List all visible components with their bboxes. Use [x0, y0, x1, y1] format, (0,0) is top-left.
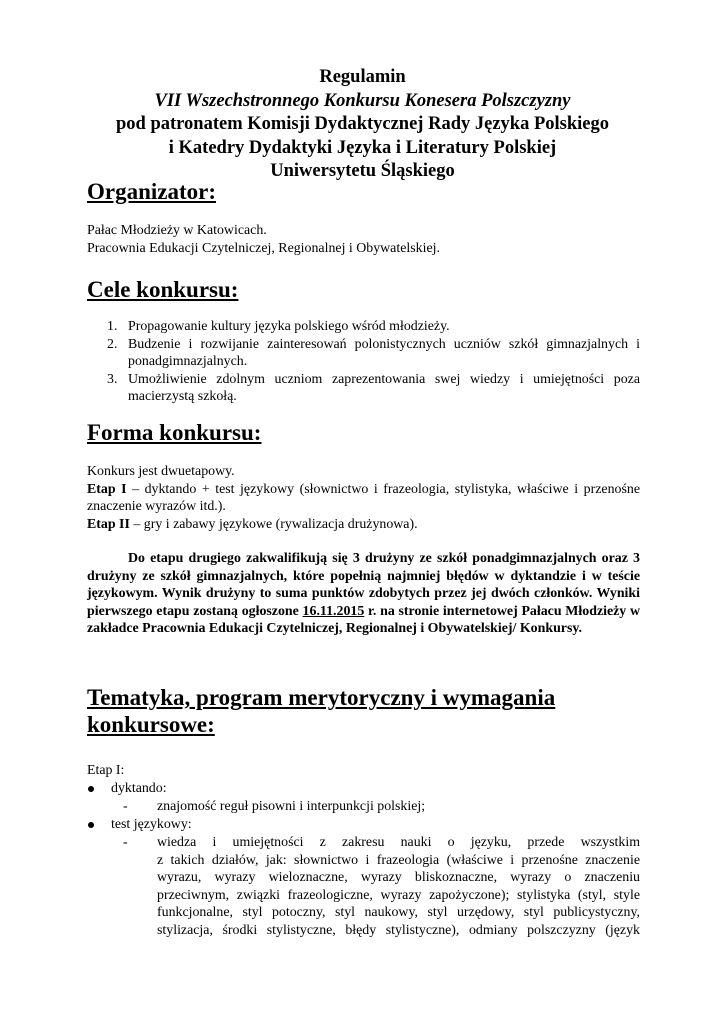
list-item: [87, 371, 640, 406]
form-intro: Konkurs jest dwuetapowy.: [87, 464, 235, 479]
bullet-text: test językowy:: [111, 817, 192, 832]
title-regulamin: Regulamin: [319, 67, 406, 87]
goals-list: [87, 318, 640, 406]
heading-form: Forma konkursu:: [87, 420, 262, 445]
organizer-line-1: Pałac Młodzieży w Katowicach.: [87, 223, 267, 238]
list-item-text: Umożliwienie zdolnym uczniom zaprezentowania swej wiedzy i umiejętności poza macierzystą szkołą.: [128, 371, 640, 404]
stage-1-label: Etap I: [87, 481, 127, 497]
qualification-text-start: Do etapu drugiego zakwalifikują się 3 drużyny ze szkół ponadgimnazjalnych oraz 3 drużyny ze szkół gimnazjalnych, które popełnią najmniej błędów w dyktandzie i w teście językowym. Wynik drużyny to suma punktów zdobytych przez jej dwóch członków. Wyniki pierwszego etapu zostaną ogłoszone: [87, 551, 640, 619]
organizer-text: [87, 222, 640, 257]
form-stage-2: [87, 516, 640, 534]
heading-program: Tematyka, program merytoryczny i wymagania konkursowe:: [87, 685, 556, 737]
list-item-number: 1.: [107, 319, 118, 334]
dash-text-line: z takich działów, jak: słownictwo i frazeologia (właściwe i przenośne znaczenie: [157, 852, 640, 868]
dash-icon: -: [123, 835, 128, 850]
title-department: i Katedry Dydaktyki Języka i Literatury Polskiej: [168, 137, 557, 158]
heading-goals: Cele konkursu:: [87, 277, 239, 302]
stage-1-label-text: Etap I:: [87, 763, 125, 778]
list-item-text: Propagowanie kultury języka polskiego wśród młodzieży.: [128, 319, 450, 334]
dash-text: [157, 834, 640, 939]
dash-text-line: wyrazu, wyrazy wieloznaczne, wyrazy bliskoznaczne, wyrazy o znaczeniu: [157, 870, 640, 885]
list-item: [87, 336, 640, 371]
title-contest-name: VII Wszechstronnego Konkursu Konesera Polszczyzny: [154, 90, 571, 111]
dash-text-line: wiedza i umiejętności z zakresu nauki o języku, przede wszystkim: [157, 835, 640, 850]
list-item: [87, 318, 640, 336]
dash-text-line: przeciwnym, związki frazeologiczne, wyrazy zapożyczone); stylistyka (styl, style: [157, 887, 640, 903]
qualification-paragraph: [87, 550, 640, 638]
list-item-text: Budzenie i rozwijanie zainteresowań polonistycznych uczniów szkół gimnazjalnych i ponadgimnazjalnych.: [128, 336, 640, 369]
heading-organizer: Organizator:: [87, 179, 217, 204]
qualification-text-end: r. na stronie internetowej Pałacu Młodzieży w zakładce Pracownia Edukacji Czytelniczej, Regionalnej i Obywatelskiej/ Konkursy.: [87, 603, 641, 636]
bullet-text: dyktando:: [111, 781, 167, 796]
results-date: 16.11.2015: [302, 603, 365, 619]
organizer-line-2: Pracownia Edukacji Czytelniczej, Regionalnej i Obywatelskiej.: [87, 240, 440, 256]
title-patronage: pod patronatem Komisji Dydaktycznej Rady Języka Polskiego: [116, 114, 609, 134]
dash-text: znajomość reguł pisowni i interpunkcji polskiej;: [157, 799, 426, 814]
document-title: [0, 66, 725, 184]
dash-text-line: funkcjonalne, styl potoczny, styl naukowy, styl urzędowy, styl publicystyczny,: [157, 905, 640, 920]
dash-text-line: stylizacja, środki stylistyczne, błędy stylistyczne), odmiany polszczyzny (język: [157, 922, 640, 938]
list-item-number: 3.: [107, 371, 118, 387]
form-stage-1: [87, 481, 640, 516]
list-item-number: 2.: [107, 336, 118, 352]
bullet-icon: [88, 786, 94, 792]
stage-2-text: – gry i zabawy językowe (rywalizacja drużynowa).: [129, 516, 418, 532]
stage-2-label: Etap II: [87, 516, 130, 532]
title-university: Uniwersytetu Śląskiego: [270, 161, 455, 181]
stage-1-text: – dyktando + test językowy (słownictwo i frazeologia, stylistyka, właściwe i przenośne znaczenie wyrazów itd.).: [87, 481, 640, 514]
form-text: [87, 463, 640, 533]
dash-icon: -: [123, 799, 128, 814]
bullet-icon: [88, 822, 94, 828]
